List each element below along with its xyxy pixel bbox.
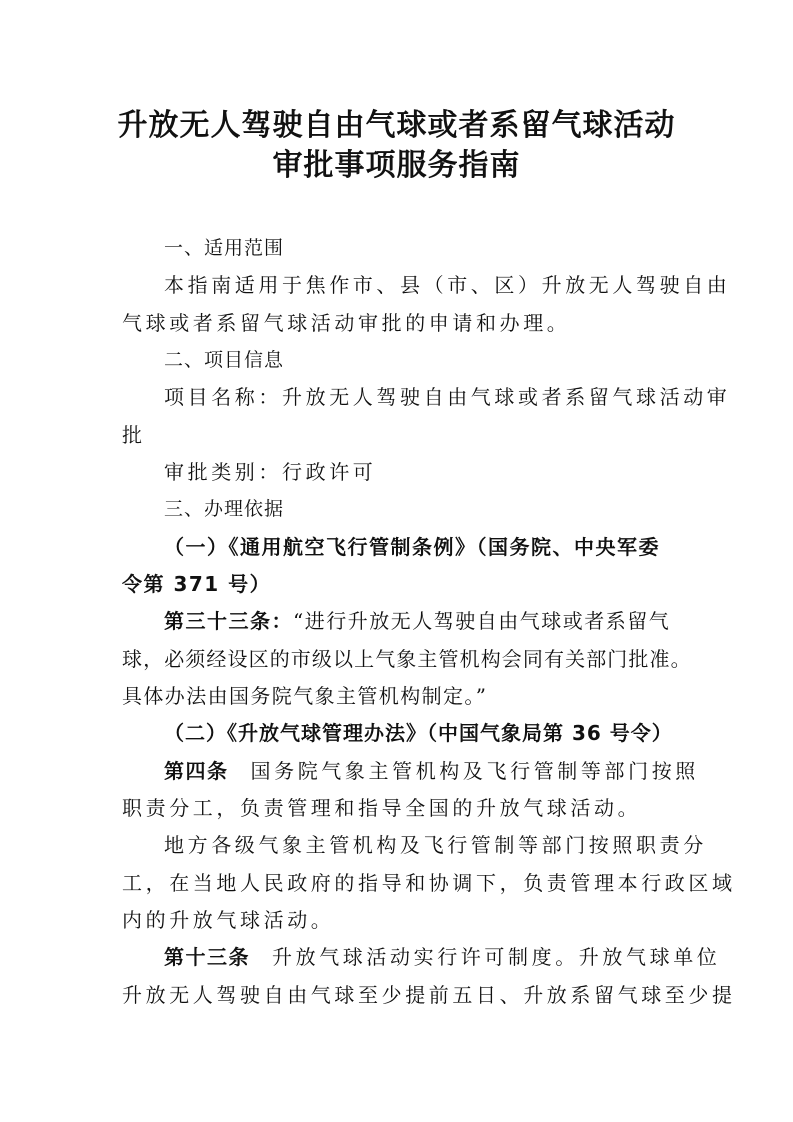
article-label: 第三十三条： xyxy=(164,609,293,633)
paragraph-line: 审批类别：行政许可 xyxy=(164,460,377,484)
paragraph-line: 球，必须经设区的市级以上气象主管机构会同有关部门批准。 xyxy=(122,647,692,671)
legal-basis-title: （一）《通用航空飞行管制条例》（国务院、中央军委 xyxy=(164,535,660,559)
paragraph-line: 批 xyxy=(122,423,146,447)
article-label: 第十三条 xyxy=(164,945,250,969)
article-text: “进行升放无人驾驶自由气球或者系留气 xyxy=(293,609,671,633)
document-title-line-2: 审批事项服务指南 xyxy=(272,148,521,183)
article-paragraph xyxy=(164,942,724,972)
paragraph-line: 地方各级气象主管机构及飞行管制等部门按照职责分 xyxy=(164,833,707,857)
section-heading-scope: 一、适用范围 xyxy=(164,237,285,259)
legal-basis-title: 令第 371 号） xyxy=(122,572,272,596)
paragraph-line: 职责分工，负责管理和指导全国的升放气球活动。 xyxy=(122,796,642,820)
article-label: 第四条 xyxy=(164,759,229,783)
document-title-line-1: 升放无人驾驶自由气球或者系留气球活动 xyxy=(117,108,676,143)
paragraph-line: 升放无人驾驶自由气球至少提前五日、升放系留气球至少提 xyxy=(122,983,736,1007)
paragraph-line: 具体办法由国务院气象主管机构制定。” xyxy=(122,684,488,708)
article-paragraph xyxy=(164,606,724,636)
article-text: 国务院气象主管机构及飞行管制等部门按照 xyxy=(250,759,699,783)
paragraph-line: 本指南适用于焦作市、县（市、区）升放无人驾驶自由 xyxy=(164,273,731,297)
paragraph-line: 项目名称：升放无人驾驶自由气球或者系留气球活动审 xyxy=(164,385,731,409)
article-text: 升放气球活动实行许可制度。升放气球单位 xyxy=(272,945,721,969)
paragraph-line: 内的升放气球活动。 xyxy=(122,908,335,932)
paragraph-line: 气球或者系留气球活动审批的申请和办理。 xyxy=(122,311,571,335)
paragraph-line: 工，在当地人民政府的指导和协调下，负责管理本行政区域 xyxy=(122,871,736,895)
section-heading-project-info: 二、项目信息 xyxy=(164,349,285,371)
article-paragraph xyxy=(164,756,724,786)
legal-basis-title: （二）《升放气球管理办法》（中国气象局第 36 号令） xyxy=(164,721,673,745)
section-heading-legal-basis: 三、办理依据 xyxy=(164,498,285,520)
